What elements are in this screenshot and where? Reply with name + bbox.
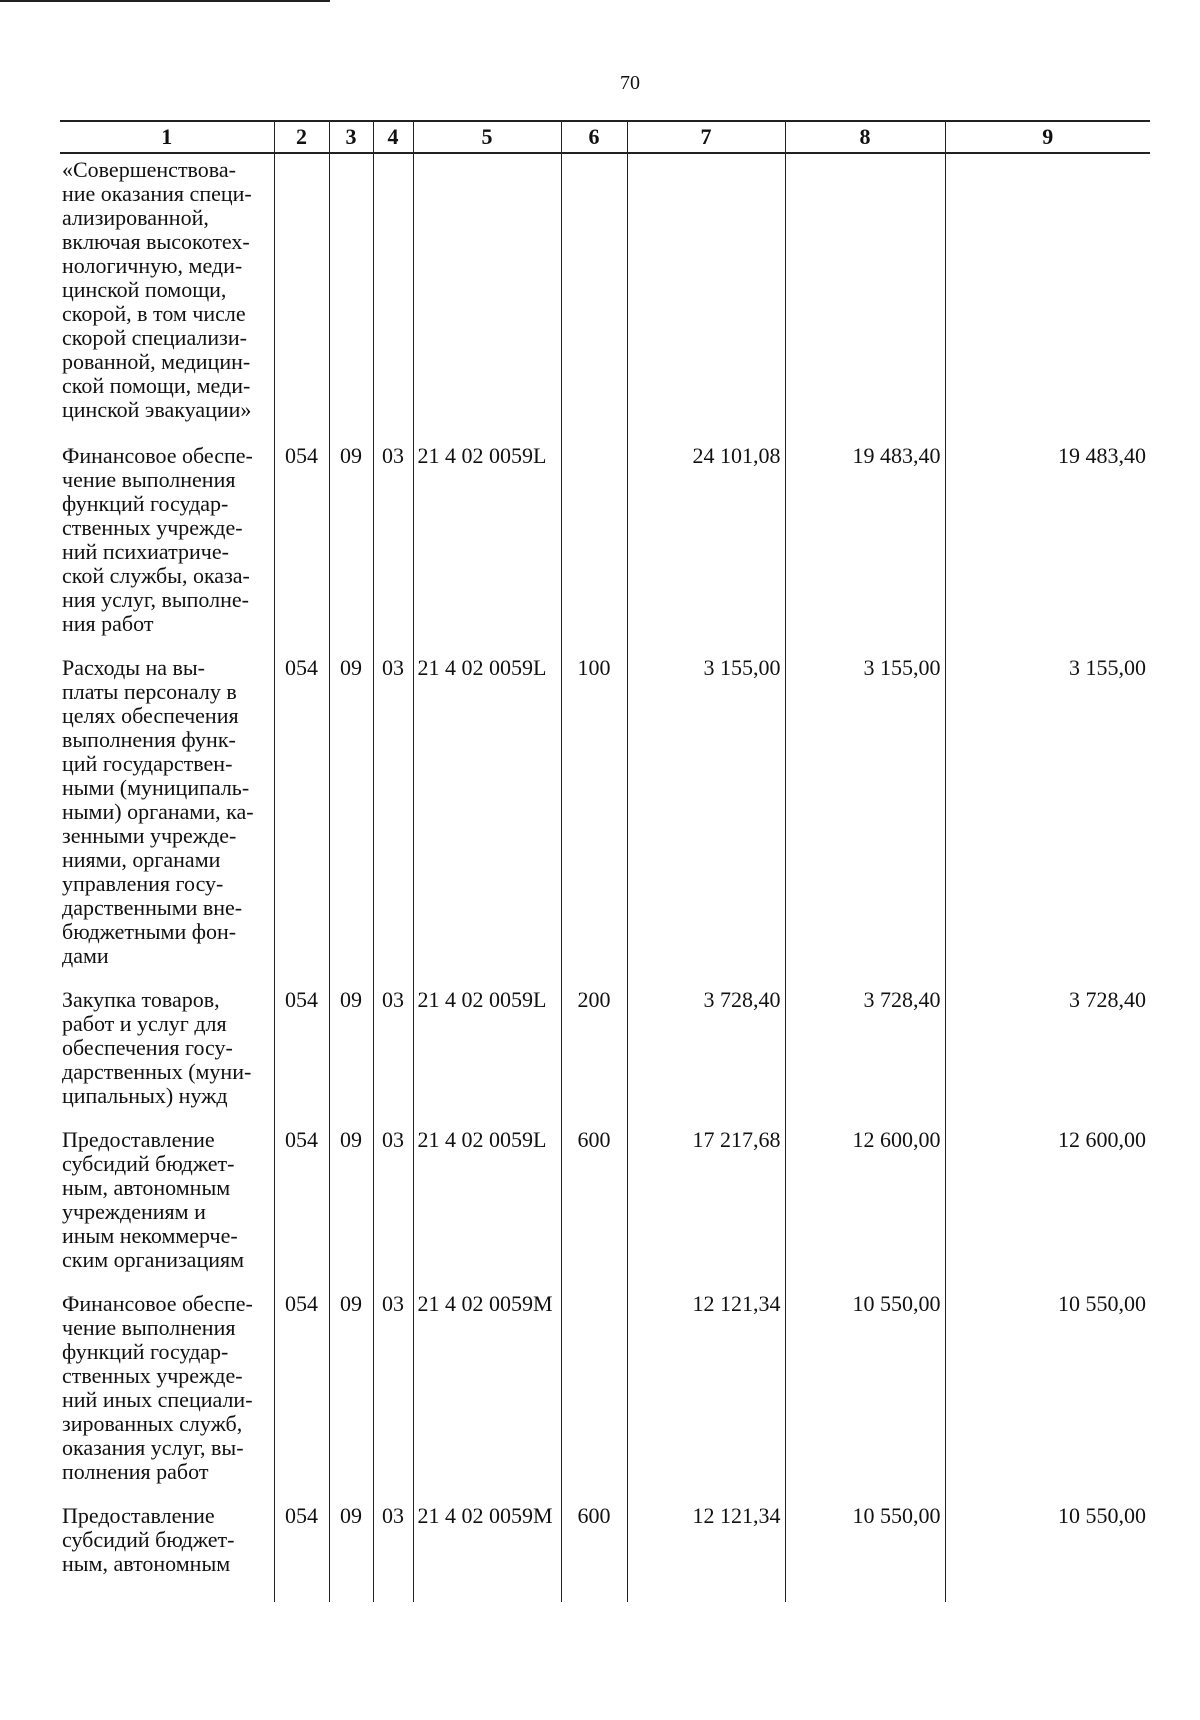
admin-code-cell: 054 xyxy=(274,1120,329,1284)
admin-code-cell: 054 xyxy=(274,648,329,980)
amount-col7-cell xyxy=(627,153,785,436)
subsection-cell: 03 xyxy=(373,1496,413,1602)
expense-type-cell: 100 xyxy=(561,648,627,980)
amount-col8-cell xyxy=(785,153,945,436)
target-article-cell: 21 4 02 0059L xyxy=(413,648,561,980)
row-name-cell xyxy=(60,648,274,980)
section-cell: 09 xyxy=(329,1284,373,1496)
subsection-cell: 03 xyxy=(373,1284,413,1496)
section-cell: 09 xyxy=(329,1496,373,1602)
row-name: Закупка товаров, работ и услуг для обеспечения госу- дарственных (муни- ципальных) нужд xyxy=(62,987,252,1108)
amount-col9-cell: 19 483,40 xyxy=(945,436,1150,648)
section-cell: 09 xyxy=(329,436,373,648)
target-article-cell: 21 4 02 0059M xyxy=(413,1496,561,1602)
table-row xyxy=(60,1496,1150,1602)
column-header: 4 xyxy=(373,121,413,153)
subsection-cell: 03 xyxy=(373,648,413,980)
subsection-cell xyxy=(373,153,413,436)
amount-col9-cell: 3 155,00 xyxy=(945,648,1150,980)
section-cell xyxy=(329,153,373,436)
table-row xyxy=(60,1120,1150,1284)
amount-col8-cell: 10 550,00 xyxy=(785,1284,945,1496)
expense-type-cell xyxy=(561,1284,627,1496)
amount-col7-cell: 12 121,34 xyxy=(627,1284,785,1496)
column-header: 1 xyxy=(60,121,274,153)
section-cell: 09 xyxy=(329,980,373,1120)
row-name-cell xyxy=(60,1120,274,1284)
column-header: 9 xyxy=(945,121,1150,153)
page-number: 70 xyxy=(620,72,640,94)
column-header: 2 xyxy=(274,121,329,153)
column-header: 8 xyxy=(785,121,945,153)
expense-type-cell: 600 xyxy=(561,1120,627,1284)
admin-code-cell: 054 xyxy=(274,980,329,1120)
target-article-cell: 21 4 02 0059M xyxy=(413,1284,561,1496)
expense-type-cell: 600 xyxy=(561,1496,627,1602)
column-header: 5 xyxy=(413,121,561,153)
amount-col7-cell: 17 217,68 xyxy=(627,1120,785,1284)
row-name: Финансовое обеспе- чение выполнения функций государ- ственных учрежде- ний иных специали- зированных служб, оказания услуг, вы- полнения работ xyxy=(62,1291,253,1484)
target-article-cell: 21 4 02 0059L xyxy=(413,436,561,648)
section-cell: 09 xyxy=(329,648,373,980)
amount-col7-cell: 3 155,00 xyxy=(627,648,785,980)
row-name-cell xyxy=(60,1284,274,1496)
amount-col8-cell: 19 483,40 xyxy=(785,436,945,648)
budget-table xyxy=(60,120,1150,1602)
admin-code-cell: 054 xyxy=(274,1284,329,1496)
subsection-cell: 03 xyxy=(373,436,413,648)
column-header: 6 xyxy=(561,121,627,153)
target-article-cell xyxy=(413,153,561,436)
target-article-cell: 21 4 02 0059L xyxy=(413,1120,561,1284)
table-row xyxy=(60,1284,1150,1496)
amount-col7-cell: 24 101,08 xyxy=(627,436,785,648)
row-name: Предоставление субсидий бюджет- ным, автономным xyxy=(62,1503,235,1576)
admin-code-cell xyxy=(274,153,329,436)
amount-col8-cell: 12 600,00 xyxy=(785,1120,945,1284)
row-name: Расходы на вы- платы персоналу в целях обеспечения выполнения функ- ций государствен- ными (муниципаль- ными) органами, ка- зенными учрежде- ниями, органами управления госу- дарственными вне- бюджетными фон- дами xyxy=(62,655,254,968)
table-row xyxy=(60,980,1150,1120)
target-article-cell: 21 4 02 0059L xyxy=(413,980,561,1120)
amount-col7-cell: 3 728,40 xyxy=(627,980,785,1120)
admin-code-cell: 054 xyxy=(274,1496,329,1602)
amount-col8-cell: 3 728,40 xyxy=(785,980,945,1120)
row-name: Предоставление субсидий бюджет- ным, автономным учреждениям и иным некоммерче- ским организациям xyxy=(62,1127,245,1272)
expense-type-cell: 200 xyxy=(561,980,627,1120)
amount-col8-cell: 10 550,00 xyxy=(785,1496,945,1602)
column-header: 7 xyxy=(627,121,785,153)
table-row xyxy=(60,153,1150,436)
amount-col9-cell xyxy=(945,153,1150,436)
table-row xyxy=(60,648,1150,980)
row-name-cell xyxy=(60,436,274,648)
row-name-cell xyxy=(60,153,274,436)
amount-col7-cell: 12 121,34 xyxy=(627,1496,785,1602)
table-row xyxy=(60,436,1150,648)
expense-type-cell xyxy=(561,436,627,648)
section-cell: 09 xyxy=(329,1120,373,1284)
expense-type-cell xyxy=(561,153,627,436)
column-header: 3 xyxy=(329,121,373,153)
amount-col8-cell: 3 155,00 xyxy=(785,648,945,980)
subsection-cell: 03 xyxy=(373,980,413,1120)
row-name-cell xyxy=(60,980,274,1120)
row-name: Финансовое обеспе- чение выполнения функций государ- ственных учрежде- ний психиатриче- ской службы, оказа- ния услуг, выполне- ния работ xyxy=(62,443,253,636)
row-name-cell xyxy=(60,1496,274,1602)
subsection-cell: 03 xyxy=(373,1120,413,1284)
amount-col9-cell: 12 600,00 xyxy=(945,1120,1150,1284)
row-name: «Совершенствова- ние оказания специ- ализированной, включая высокотех- нологичную, меди- цинской помощи, скорой, в том числе скорой специализи- рованной, медицин- ской помощи, меди- цинской эвакуации» xyxy=(62,157,252,422)
amount-col9-cell: 10 550,00 xyxy=(945,1284,1150,1496)
amount-col9-cell: 3 728,40 xyxy=(945,980,1150,1120)
admin-code-cell: 054 xyxy=(274,436,329,648)
amount-col9-cell: 10 550,00 xyxy=(945,1496,1150,1602)
header-row xyxy=(60,121,1150,153)
top-rule xyxy=(0,0,330,2)
